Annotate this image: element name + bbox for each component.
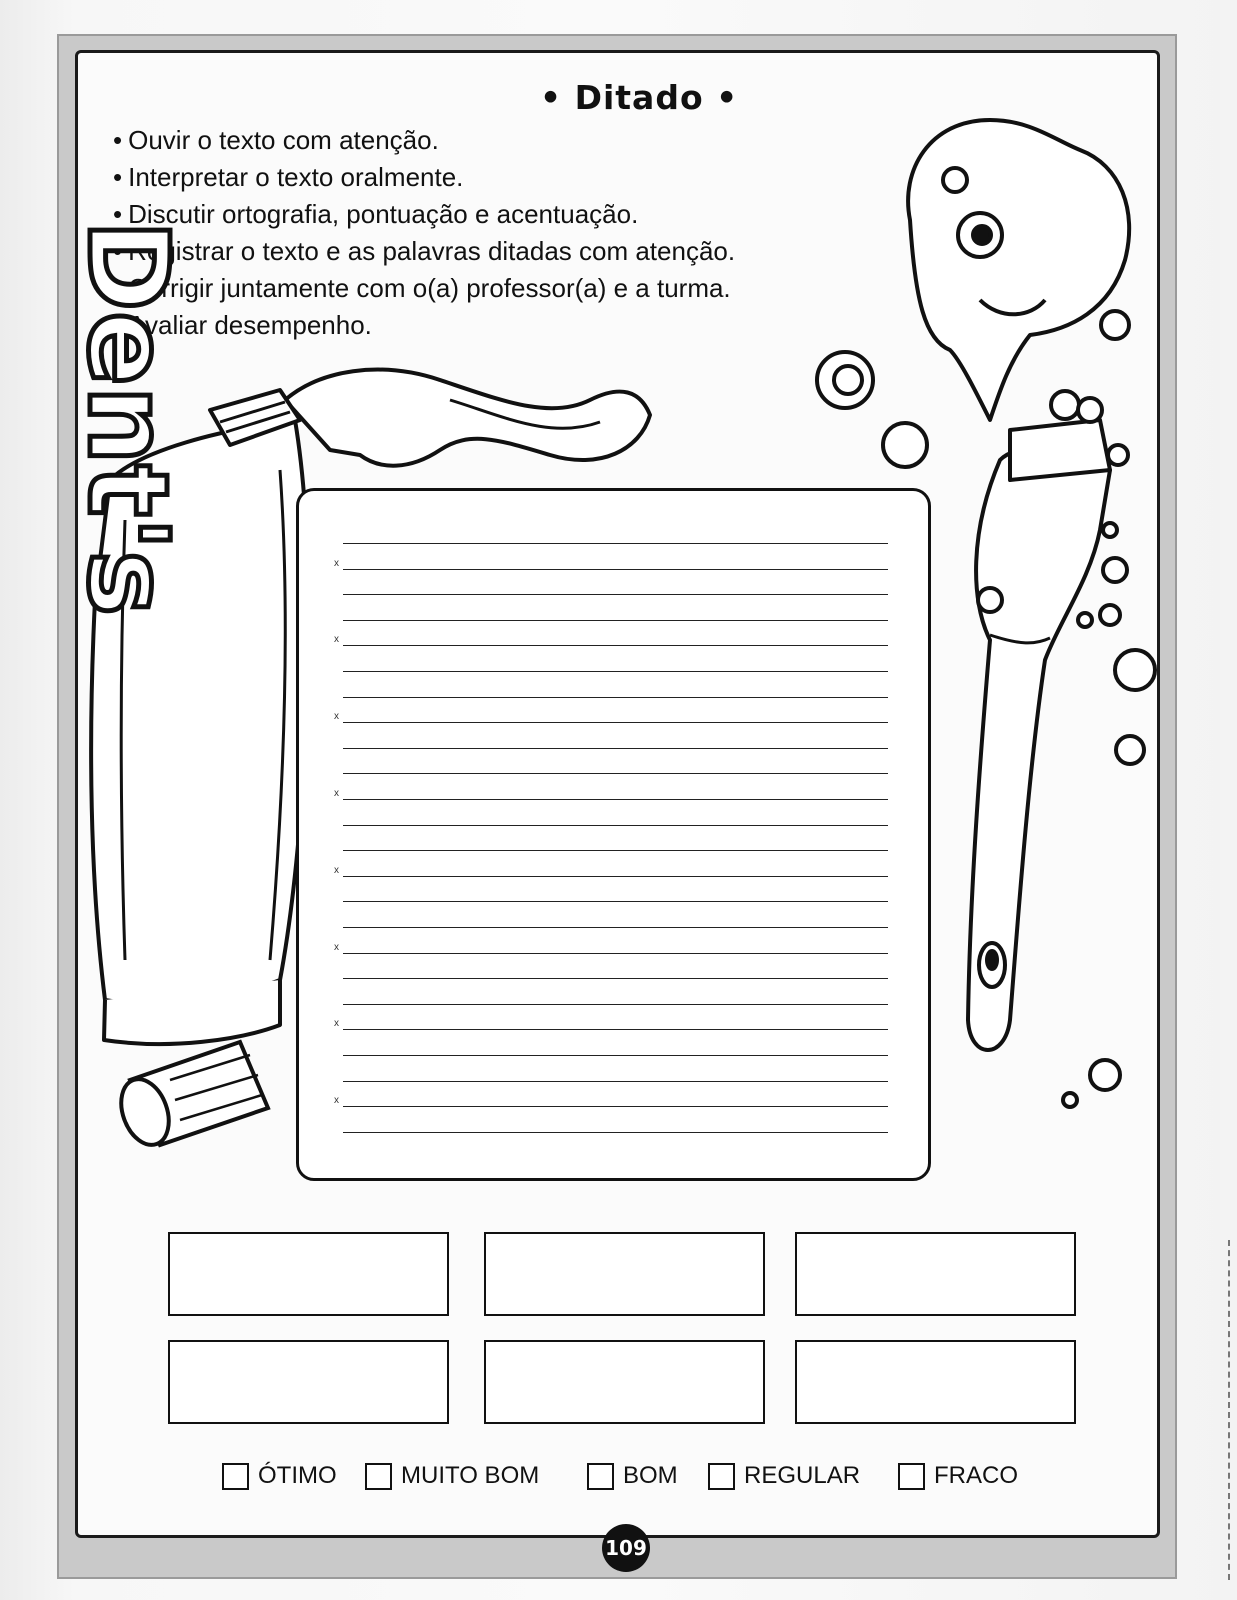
instruction-item: • Ouvir o texto com atenção. bbox=[113, 122, 735, 159]
writing-line bbox=[343, 901, 888, 902]
rating-option-regular[interactable] bbox=[708, 1459, 860, 1493]
writing-line bbox=[343, 671, 888, 672]
writing-line bbox=[343, 1055, 888, 1056]
instruction-item: • Corrigir juntamente com o(a) professor(a) e a turma. bbox=[113, 270, 735, 307]
line-marker: x bbox=[334, 557, 339, 569]
line-marker: x bbox=[334, 788, 339, 799]
rating-option-muito-bom[interactable] bbox=[365, 1459, 539, 1493]
writing-line bbox=[334, 864, 888, 877]
writing-line bbox=[343, 850, 888, 851]
rating-option-otimo[interactable] bbox=[222, 1459, 337, 1493]
writing-line bbox=[343, 543, 888, 544]
writing-line bbox=[334, 557, 888, 570]
cut-line bbox=[1228, 1240, 1230, 1580]
writing-line bbox=[343, 773, 888, 774]
writing-line bbox=[334, 1095, 888, 1107]
writing-line bbox=[334, 1018, 888, 1030]
rating-label: ÓTIMO bbox=[258, 1462, 337, 1489]
instruction-item: • Interpretar o texto oralmente. bbox=[113, 159, 735, 196]
page-title: • Ditado • bbox=[540, 78, 739, 117]
rating-label: FRACO bbox=[934, 1462, 1018, 1489]
writing-line bbox=[343, 978, 888, 979]
instruction-item: • Avaliar desempenho. bbox=[113, 307, 735, 344]
evaluation-box[interactable] bbox=[168, 1340, 449, 1424]
writing-line bbox=[334, 634, 888, 646]
line-marker: x bbox=[334, 1018, 339, 1030]
line-marker: x bbox=[334, 941, 339, 953]
rating-label: MUITO BOM bbox=[401, 1462, 540, 1489]
rating-label: REGULAR bbox=[744, 1462, 861, 1489]
rating-option-fraco[interactable] bbox=[898, 1459, 1018, 1493]
evaluation-box[interactable] bbox=[795, 1340, 1076, 1424]
instruction-item: • Registrar o texto e as palavras ditadas com atenção. bbox=[113, 233, 735, 270]
evaluation-box[interactable] bbox=[484, 1340, 765, 1424]
checkbox[interactable] bbox=[222, 1463, 249, 1490]
instruction-list bbox=[113, 122, 735, 344]
writing-line bbox=[343, 825, 888, 826]
line-marker: x bbox=[334, 711, 339, 723]
rating-option-bom[interactable] bbox=[587, 1459, 678, 1493]
writing-line bbox=[334, 941, 888, 954]
rating-label: BOM bbox=[623, 1462, 678, 1489]
evaluation-box[interactable] bbox=[168, 1232, 449, 1316]
writing-line bbox=[343, 620, 888, 621]
writing-line bbox=[343, 697, 888, 698]
writing-line bbox=[334, 711, 888, 723]
checkbox[interactable] bbox=[365, 1463, 392, 1490]
dictation-writing-area[interactable] bbox=[296, 488, 931, 1181]
checkbox[interactable] bbox=[898, 1463, 925, 1490]
evaluation-box[interactable] bbox=[484, 1232, 765, 1316]
writing-line bbox=[343, 1132, 888, 1133]
writing-line bbox=[343, 927, 888, 928]
page-number: 109 bbox=[602, 1524, 650, 1572]
writing-line bbox=[334, 788, 888, 800]
writing-line bbox=[343, 1081, 888, 1082]
tube-brand-label: Dent's bbox=[64, 220, 192, 616]
line-marker: x bbox=[334, 864, 339, 876]
checkbox[interactable] bbox=[587, 1463, 614, 1490]
line-marker: x bbox=[334, 1095, 339, 1107]
line-marker: x bbox=[334, 634, 339, 646]
evaluation-box[interactable] bbox=[795, 1232, 1076, 1316]
checkbox[interactable] bbox=[708, 1463, 735, 1490]
writing-line bbox=[343, 748, 888, 749]
writing-line bbox=[343, 1004, 888, 1005]
instruction-item: • Discutir ortografia, pontuação e acentuação. bbox=[113, 196, 735, 233]
writing-line bbox=[343, 594, 888, 595]
